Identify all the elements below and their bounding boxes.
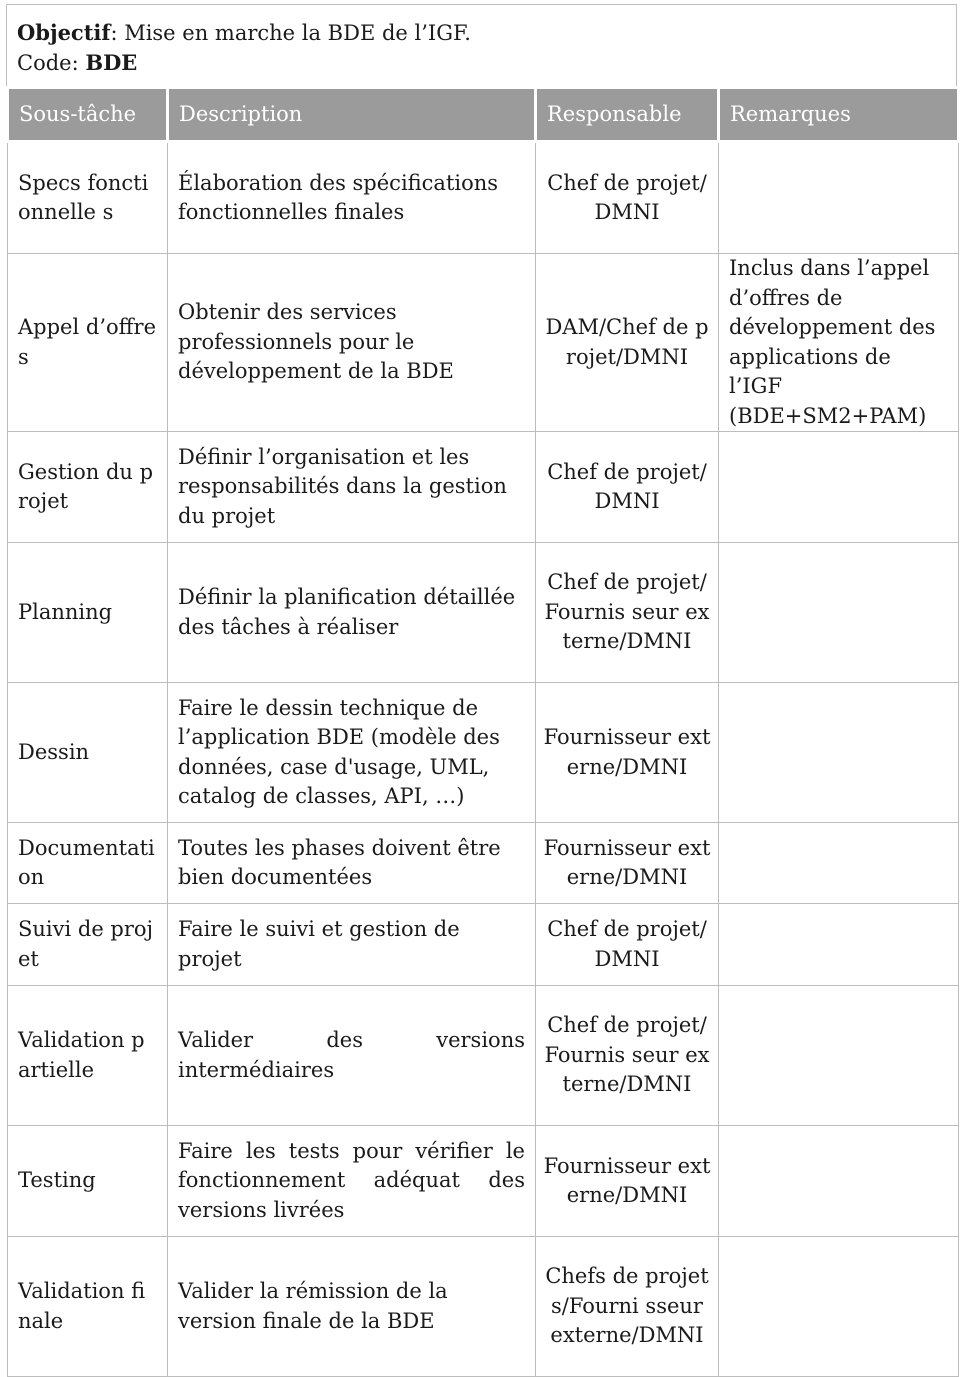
header-remarks: Remarques [719, 88, 959, 142]
cell-responsible: Chef de projet/DMNI [536, 904, 719, 986]
cell-remarks [719, 142, 959, 254]
cell-remarks [719, 432, 959, 543]
cell-description: Faire le suivi et gestion de projet [168, 904, 536, 986]
table-row [8, 986, 959, 1126]
cell-responsible: Fournisseur externe/DMNI [536, 823, 719, 904]
cell-remarks [719, 1126, 959, 1237]
cell-responsible: Chef de projet/Fournis seur externe/DMNI [536, 543, 719, 683]
document-frame [6, 4, 957, 1377]
cell-subtask: Dessin [8, 683, 168, 823]
table-row [8, 1237, 959, 1377]
objective-label: Objectif [17, 20, 111, 45]
table-header-row [8, 88, 959, 142]
cell-subtask: Planning [8, 543, 168, 683]
cell-responsible: Chef de projet/DMNI [536, 142, 719, 254]
cell-remarks [719, 1237, 959, 1377]
table-row [8, 432, 959, 543]
cell-description: Toutes les phases doivent être bien documentées [168, 823, 536, 904]
table-row [8, 823, 959, 904]
table-row [8, 543, 959, 683]
cell-subtask: Suivi de projet [8, 904, 168, 986]
cell-responsible: Chef de projet/DMNI [536, 432, 719, 543]
cell-subtask: Appel d’offres [8, 254, 168, 432]
cell-description: Élaboration des spécifications fonctionnelles finales [168, 142, 536, 254]
code-line [17, 48, 946, 78]
table-row [8, 1126, 959, 1237]
cell-description: Valider des versions intermédiaires [168, 986, 536, 1126]
cell-responsible: Chef de projet/Fournis seur externe/DMNI [536, 986, 719, 1126]
cell-remarks [719, 543, 959, 683]
cell-description: Définir l’organisation et les responsabilités dans la gestion du projet [168, 432, 536, 543]
objective-line [17, 18, 946, 48]
cell-responsible: DAM/Chef de projet/DMNI [536, 254, 719, 432]
cell-description: Faire les tests pour vérifier le fonctionnement adéquat des versions livrées [168, 1126, 536, 1237]
cell-remarks [719, 904, 959, 986]
cell-remarks: Inclus dans l’appel d’offres de développement des applications de l’IGF (BDE+SM2+PAM) [719, 254, 959, 432]
header-description: Description [168, 88, 536, 142]
cell-subtask: Testing [8, 1126, 168, 1237]
cell-description: Faire le dessin technique de l’application BDE (modèle des données, case d'usage, UML, catalog de classes, API, …) [168, 683, 536, 823]
cell-remarks [719, 823, 959, 904]
cell-subtask: Validation finale [8, 1237, 168, 1377]
table-row [8, 683, 959, 823]
cell-subtask: Documentati on [8, 823, 168, 904]
table-row [8, 904, 959, 986]
cell-responsible: Fournisseur externe/DMNI [536, 1126, 719, 1237]
cell-responsible: Fournisseur externe/DMNI [536, 683, 719, 823]
objective-box [6, 4, 957, 86]
cell-description: Valider la rémission de la version finale de la BDE [168, 1237, 536, 1377]
cell-responsible: Chefs de projets/Fourni sseur externe/DMNI [536, 1237, 719, 1377]
code-value: BDE [85, 50, 138, 75]
cell-description: Définir la planification détaillée des tâches à réaliser [168, 543, 536, 683]
cell-description: Obtenir des services professionnels pour le développement de la BDE [168, 254, 536, 432]
task-table [6, 86, 960, 1377]
code-label: Code: [17, 51, 86, 75]
cell-subtask: Validation partielle [8, 986, 168, 1126]
cell-subtask: Specs fonctionnelle s [8, 142, 168, 254]
objective-text: : Mise en marche la BDE de l’IGF. [110, 21, 471, 45]
cell-remarks [719, 683, 959, 823]
cell-remarks [719, 986, 959, 1126]
header-responsible: Responsable [536, 88, 719, 142]
table-row [8, 142, 959, 254]
table-row [8, 254, 959, 432]
header-subtask: Sous-tâche [8, 88, 168, 142]
cell-subtask: Gestion du projet [8, 432, 168, 543]
